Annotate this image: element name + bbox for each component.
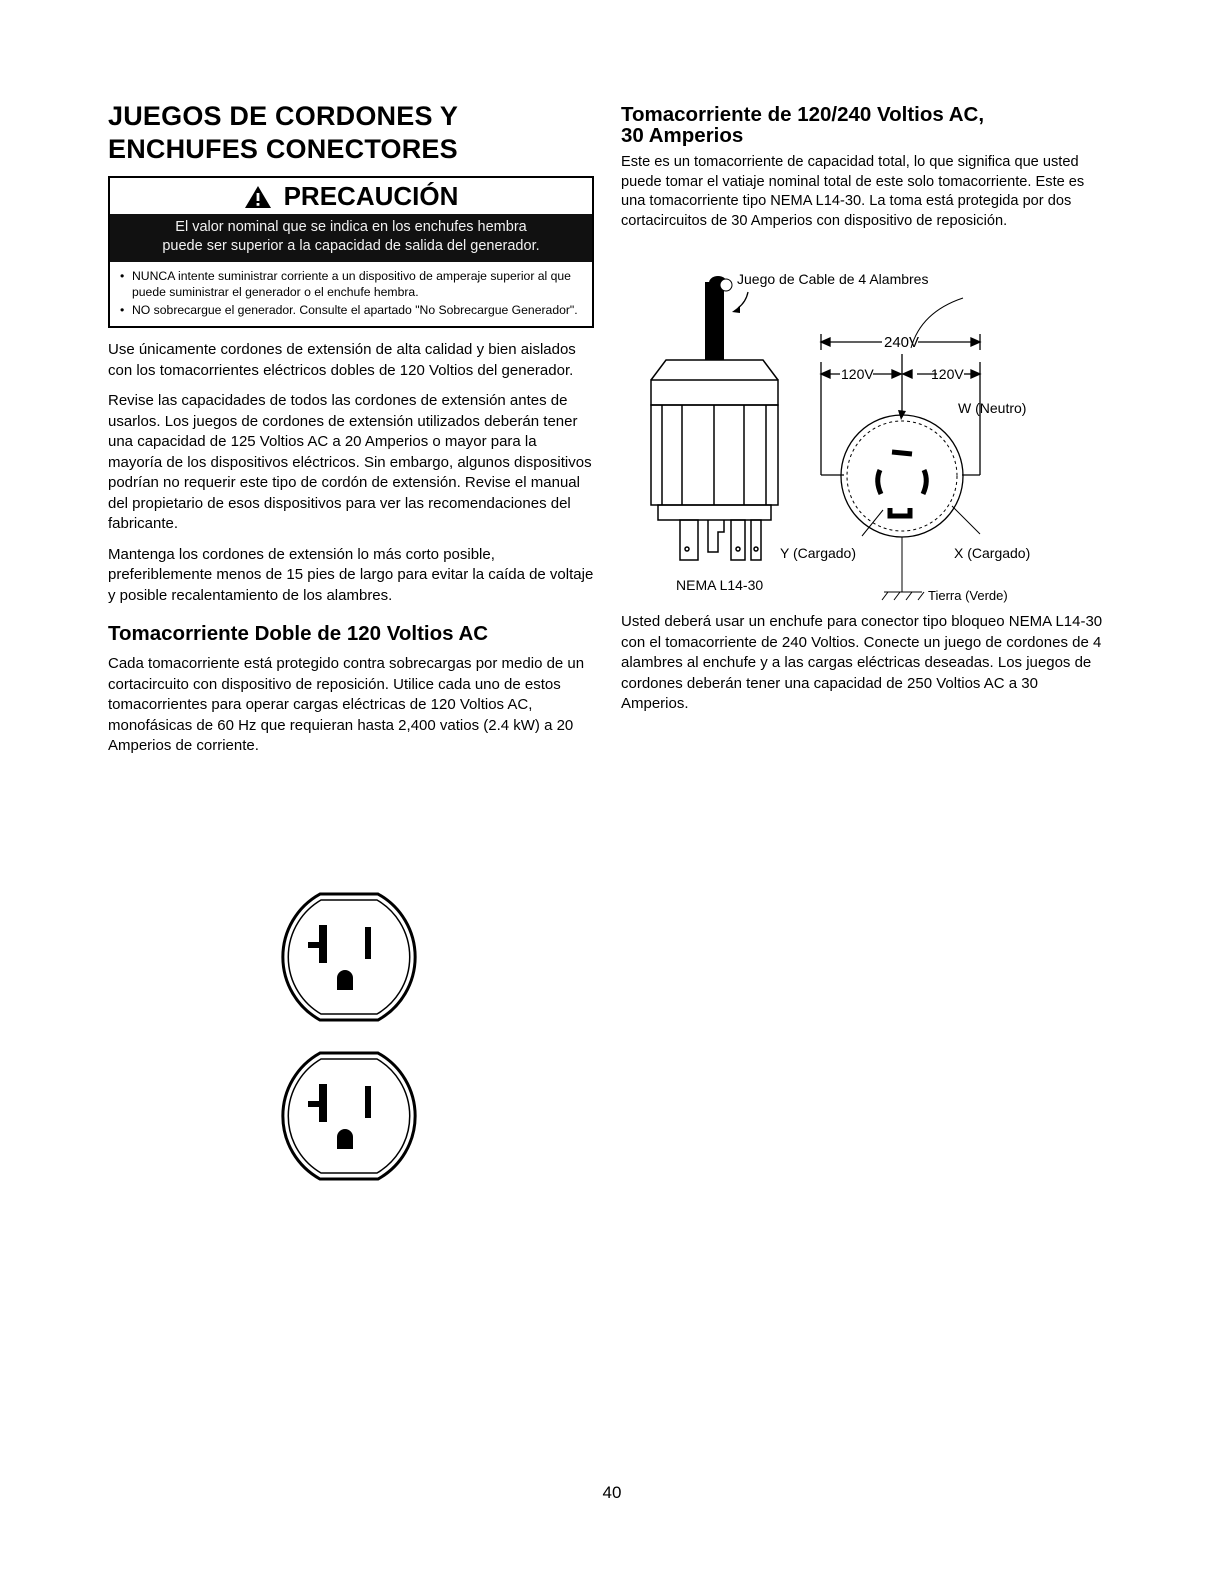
page-title <box>108 100 594 166</box>
twist-lock-heading <box>621 104 1107 146</box>
caution-header <box>110 178 592 214</box>
nema-label: NEMA L14-30 <box>676 577 764 593</box>
twist-lock-intro: Este es un tomacorriente de capacidad total, lo que significa que usted puede tomar el vatiaje nominal total de este solo tomacorriente. Este es una tomacorriente tipo NEMA L14-30. La toma está protegida por dos cortacircuitos de 30 Amperios con dispositivo de reposición. <box>621 154 1085 229</box>
left-column <box>108 100 594 767</box>
warning-triangle-icon <box>244 185 272 209</box>
plug-illustration <box>651 360 778 560</box>
twist-lock-outro: Usted deberá usar un enchufe para conector tipo bloqueo NEMA L14-30 con el tomacorriente de 240 Voltios. Conecte un juego de cordones de 4 alambres al enchufe y a las cargas eléctricas deseadas. Los juegos de cordones deberán tener una capacidad de 250 Voltios AC a 30 Amperios. <box>621 613 1103 712</box>
twist-lock-heading-line1: Tomacorriente de 120/240 Voltios AC, <box>621 103 985 126</box>
neutral-label: W (Neutro) <box>958 400 1027 416</box>
l14-30-wiring-diagram <box>636 262 1106 612</box>
duplex-outlet-illustration-bottom <box>273 1051 425 1181</box>
duplex-outlet-illustration-top <box>273 892 425 1022</box>
right-column <box>621 104 1107 231</box>
l14-30-receptacle <box>841 415 963 537</box>
caution-heading: PRECAUCIÓN <box>283 180 459 211</box>
voltage-120-right-label: 120V <box>931 366 964 382</box>
twist-lock-heading-line2: 30 Amperios <box>621 124 744 147</box>
duplex-heading: Tomacorriente Doble de 120 Voltios AC <box>108 622 489 645</box>
caution-band <box>110 214 592 262</box>
paragraph-check-ratings: Revise las capacidades de todos las cordones de extensión antes de usarlos. Los juegos de cordones de extensión utilizados deberán tener una capacidad de 125 Voltios AC a 20 Amperios o mayor para la mayoría de los dispositivos eléctricos. Sin embargo, algunos dispositivos podrían no requerir este tipo de cordón de extensión. Revise el manual del propietario de esos dispositivos para ver las recomendaciones del fabricante. <box>108 392 592 532</box>
twist-lock-outro-wrap <box>621 612 1107 715</box>
x-loaded-label: X (Cargado) <box>954 545 1031 561</box>
page-number: 40 <box>602 1483 622 1502</box>
cable <box>705 282 724 360</box>
caution-list <box>110 262 592 326</box>
page-title-line1: JUEGOS DE CORDONES Y <box>108 101 459 131</box>
ground-label: Tierra (Verde) <box>928 588 1008 603</box>
caution-band-line1: El valor nominal que se indica en los enchufes hembra <box>175 219 527 235</box>
duplex-paragraph: Cada tomacorriente está protegido contra sobrecargas por medio de un cortacircuito con dispositivo de reposición. Utilice cada uno de estos tomacorrientes para operar cargas eléctricas de 120 Voltios AC, monofásicas de 60 Hz que requieran hasta 2,400 vatios (2.4 kW) a 20 Amperios de corriente. <box>108 655 585 754</box>
voltage-240-label: 240V <box>884 334 920 351</box>
y-loaded-label: Y (Cargado) <box>780 545 857 561</box>
caution-item: • NUNCA intente suministrar corriente a un dispositivo de amperaje superior al que puede suministrar el generador o el enchufe hembra. <box>120 268 584 300</box>
paragraph-use-cords: Use únicamente cordones de extensión de alta calidad y bien aislados con los tomacorrientes eléctricos dobles de 120 Voltios del generador. <box>108 341 576 379</box>
caution-item: • NO sobrecargue el generador. Consulte el apartado "No Sobrecargue Generador". <box>120 302 584 318</box>
paragraph-keep-short: Mantenga los cordones de extensión lo más corto posible, preferiblemente menos de 15 pies de largo para evitar la caída de voltaje y posible recalentamiento de los alambres. <box>108 545 594 604</box>
page-title-line2: ENCHUFES CONECTORES <box>108 134 458 164</box>
voltage-120-left-label: 120V <box>841 366 874 382</box>
caution-band-line2: puede ser superior a la capacidad de salida del generador. <box>162 238 540 254</box>
cable-label: Juego de Cable de 4 Alambres <box>737 271 929 287</box>
caution-box <box>108 176 594 328</box>
